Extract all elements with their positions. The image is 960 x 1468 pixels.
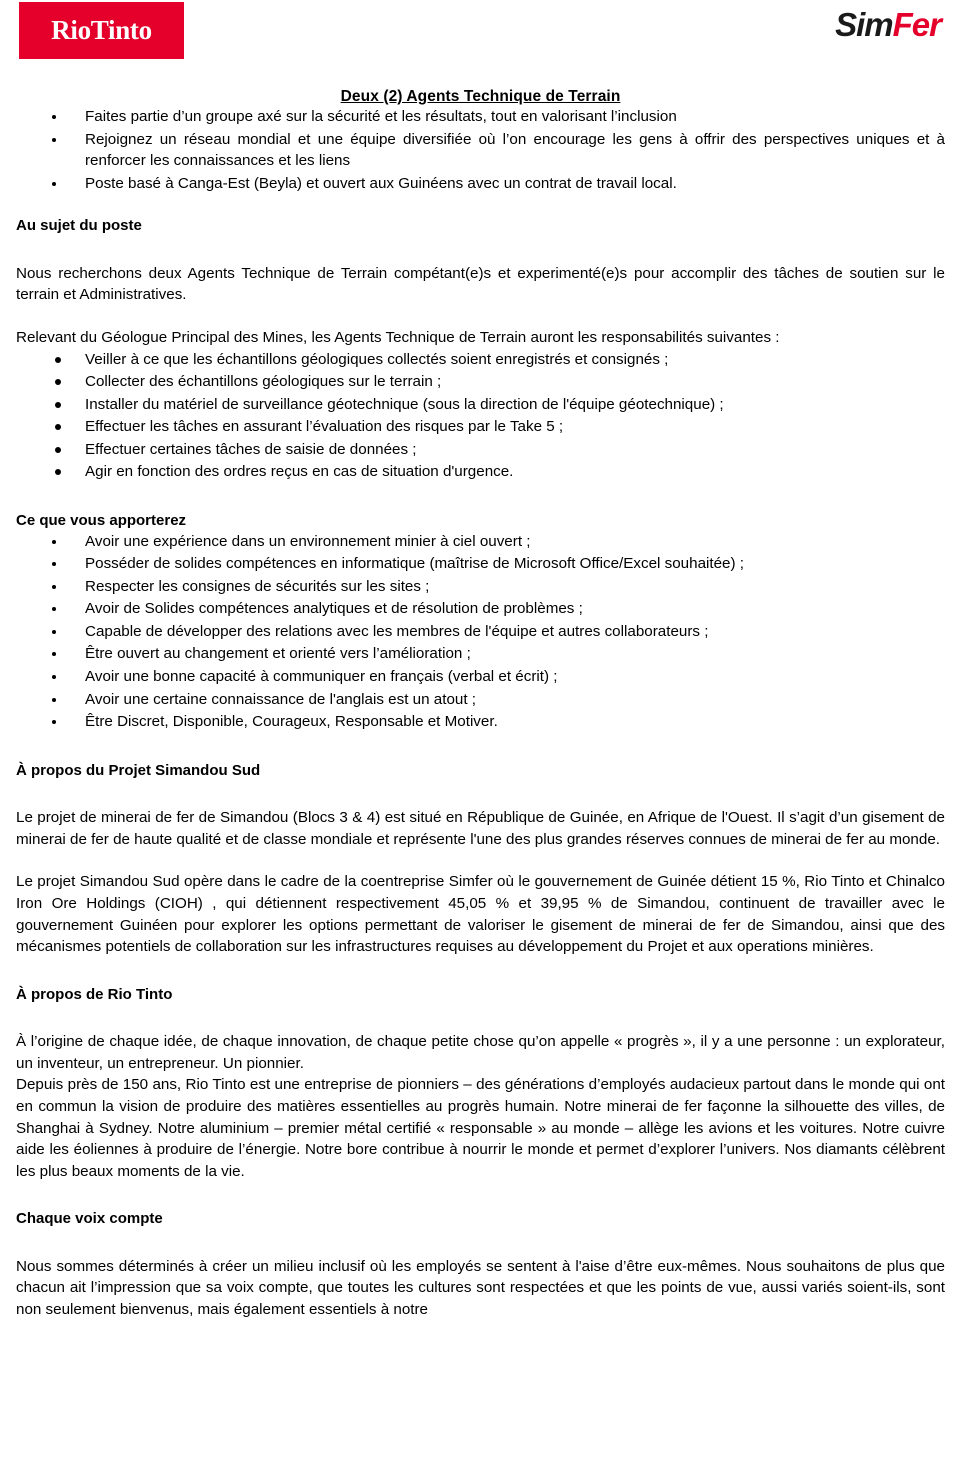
section-heading-about-riotinto: À propos de Rio Tinto [16,985,173,1003]
about-role-paragraph-1: Nous recherchons deux Agents Technique de Terrain compétant(e)s et experimenté(e)s pour accomplir des tâches de soutien sur le terrain et Administratives. [16,264,945,304]
list-item: Poste basé à Canga-Est (Beyla) et ouvert aux Guinéens avec un contrat de travail local. [16,173,945,195]
simfer-logo [835,8,941,41]
list-item: Avoir de Solides compétences analytiques et de résolution de problèmes ; [16,598,945,620]
list-item: Effectuer les tâches en assurant l’évaluation des risques par le Take 5 ; [16,416,945,438]
list-item: Avoir une certaine connaissance de l'anglais est un atout ; [16,689,945,711]
list-item: Posséder de solides compétences en informatique (maîtrise de Microsoft Office/Excel souhaitée) ; [16,553,945,575]
list-item: Effectuer certaines tâches de saisie de données ; [16,439,945,461]
about-riotinto-paragraph-1: À l’origine de chaque idée, de chaque innovation, de chaque petite chose qu’on appelle « progrès », il y a une personne : un explorateur, un inventeur, un entrepreneur. Un pionnier. [16,1033,945,1072]
section-heading-every-voice: Chaque voix compte [16,1210,163,1228]
simfer-logo-fer: Fer [892,6,941,43]
document-header [16,0,945,72]
riotinto-logo-text: RioTinto [51,15,152,45]
section-heading-what-you-bring: Ce que vous apporterez [16,512,187,530]
page-title: Deux (2) Agents Technique de Terrain [340,88,621,105]
riotinto-logo [19,2,184,59]
responsibilities-list [16,349,945,483]
section-heading-about-role: Au sujet du poste [16,217,142,235]
intro-bullet-list [16,106,945,194]
list-item: Installer du matériel de surveillance géotechnique (sous la direction de l'équipe géotechnique) ; [16,394,945,416]
list-item: Être Discret, Disponible, Courageux, Responsable et Motiver. [16,711,945,733]
simfer-logo-sim: Sim [835,6,893,43]
list-item: Capable de développer des relations avec les membres de l'équipe et autres collaborateurs ; [16,621,945,643]
list-item: Agir en fonction des ordres reçus en cas de situation d'urgence. [16,461,945,483]
list-item: Respecter les consignes de sécurités sur les sites ; [16,576,945,598]
list-item: Collecter des échantillons géologiques sur le terrain ; [16,371,945,393]
every-voice-body [16,1256,945,1321]
about-role-paragraph-2: Relevant du Géologue Principal des Mines, les Agents Technique de Terrain auront les responsabilités suivantes : [16,328,780,346]
what-you-bring-list [16,531,945,733]
about-simandou-paragraph-2: Le projet Simandou Sud opère dans le cadre de la coentreprise Simfer où le gouvernement de Guinée détient 15 %, Rio Tinto et Chinalco Iron Ore Holdings (CIOH) , qui détiennent respectivement 45,05 % et 39,95 % de Simandou, continuent de travailler avec le gouvernement Guinéen pour explorer les options permettant de valoriser le gisement de minerai de fer de Simandou, ainsi que des mécanismes potentiels de collaboration sur les infrastructures requises au développement du Projet et aux operations minières. [16,873,945,956]
every-voice-paragraph-1: Nous sommes déterminés à créer un milieu inclusif où les employés se sentent à l'aise d’être eux-mêmes. Nous souhaitons de plus que chacun ait l’impression que sa voix compte, que toutes les cultures sont respectées et que les points de vue, aussi variés soient-ils, sont non seulement bienvenus, mais également essentiels à notre [16,1257,945,1318]
list-item: Faites partie d’un groupe axé sur la sécurité et les résultats, tout en valorisant l’inclusion [16,106,945,128]
list-item: Avoir une bonne capacité à communiquer en français (verbal et écrit) ; [16,666,945,688]
about-riotinto-paragraph-2: Depuis près de 150 ans, Rio Tinto est une entreprise de pionniers – des générations d’employés audacieux partout dans le monde qui ont en commun la vision de produire des matières essentielles au progrès humain. Notre minerai de fer façonne la silhouette des villes, de Shanghai à Sydney. Notre aluminium – premier métal certifié « responsable » au monde – allège les avions et les voitures. Notre cuivre aide les éoliennes à produire de l’énergie. Notre bore contribue à nourrir le monde et permet d’explorer l’univers. Nos diamants célèbrent les plus beaux moments de la vie. [16,1076,945,1180]
list-item: Veiller à ce que les échantillons géologiques collectés soient enregistrés et consignés ; [16,349,945,371]
list-item: Avoir une expérience dans un environnement minier à ciel ouvert ; [16,531,945,553]
list-item: Être ouvert au changement et orienté vers l’amélioration ; [16,643,945,665]
section-heading-about-simandou: À propos du Projet Simandou Sud [16,761,261,779]
about-simandou-paragraph-1: Le projet de minerai de fer de Simandou (Blocs 3 & 4) est situé en République de Guinée, en Afrique de l'Ouest. Il s’agit d’un gisement de minerai de fer de haute qualité et de classe mondiale et représente l'une des plus grandes réserves connues de minerai de fer au monde. [16,809,945,848]
list-item: Rejoignez un réseau mondial et une équipe diversifiée où l’on encourage les gens à offrir des perspectives uniques et à renforcer les connaissances et les liens [16,129,945,172]
